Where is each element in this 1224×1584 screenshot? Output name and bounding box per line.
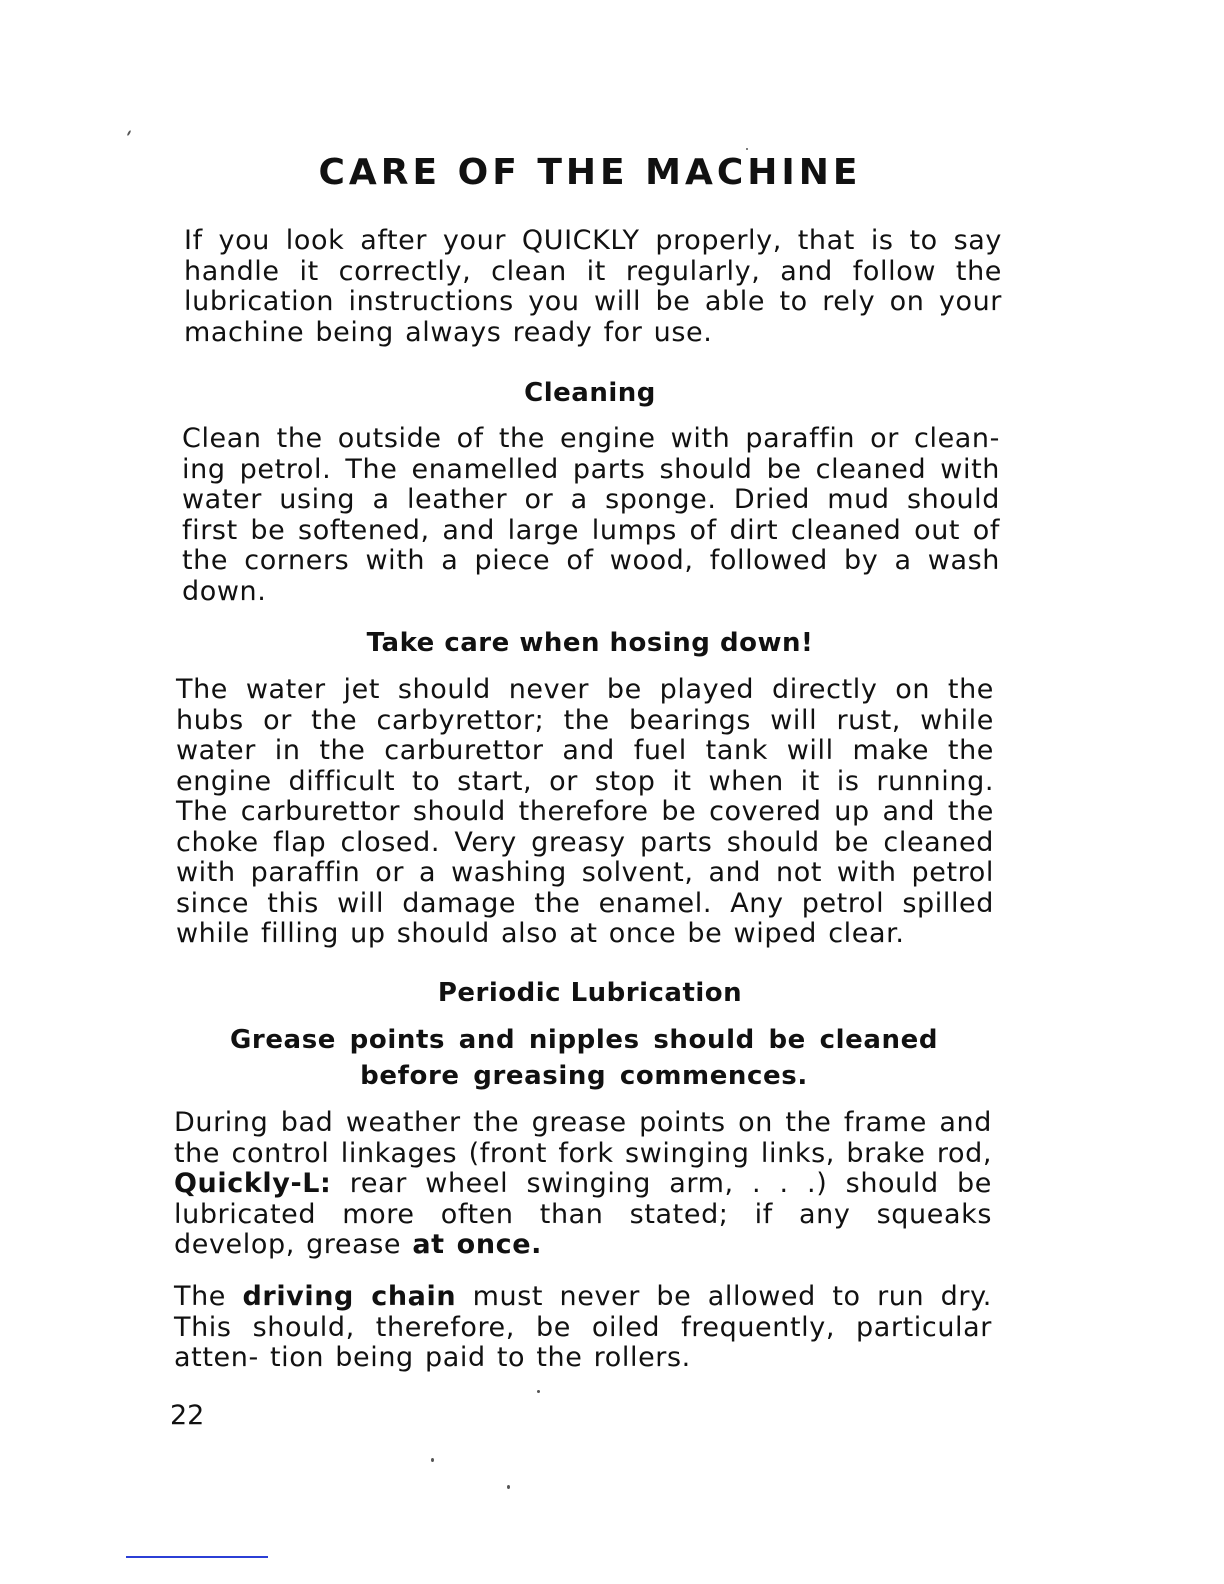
driving-chain-text-1: The <box>174 1281 227 1312</box>
bad-weather-text-2: rear wheel swinging arm, . . .) should be lubricated more often than stated; if any squeaks develop, grease <box>174 1168 992 1260</box>
scan-speck <box>537 1390 540 1393</box>
lubrication-heading: Periodic Lubrication <box>437 978 743 1008</box>
page-number: 22 <box>170 1400 205 1431</box>
bad-weather-paragraph <box>174 1108 992 1261</box>
driving-chain-text-2: must never be allowed to run dry. This should, therefore, be oiled frequently, particular atten- tion being paid to the rollers. <box>174 1281 992 1373</box>
quickly-l-label: Quickly-L: <box>174 1168 332 1199</box>
cleaning-heading: Cleaning <box>524 378 656 408</box>
bottom-rule <box>126 1556 268 1558</box>
hosing-paragraph: The water jet should never be played directly on the hubs or the carbyrettor; the bearings will rust, while water in the carburettor and fuel tank will make the engine difficult to start, or stop it when it is running. The carburettor should therefore be covered up and the choke flap closed. Very greasy parts should be cleaned with paraffin or a washing solvent, and not with petrol since this will damage the enamel. Any petrol spilled while filling up should also at once be wiped clear. <box>176 674 994 949</box>
hosing-heading: Take care when hosing down! <box>366 628 814 658</box>
page-title: CARE OF THE MACHINE <box>318 152 862 193</box>
scan-speck <box>127 130 132 136</box>
scan-speck <box>746 148 748 150</box>
scan-speck <box>507 1485 510 1489</box>
scan-speck <box>431 1458 434 1462</box>
driving-chain-emphasis: driving chain <box>242 1281 457 1312</box>
driving-chain-paragraph <box>174 1282 992 1374</box>
cleaning-paragraph: Clean the outside of the engine with paraffin or clean- ing petrol. The enamelled parts should be cleaned with water using a leather or a sponge. Dried mud should first be softened, and large lumps of dirt cleaned out of the corners with a piece of wood, followed by a wash down. <box>182 423 1000 607</box>
at-once-emphasis: at once. <box>412 1229 543 1260</box>
lubrication-subheading: Grease points and nipples should be cleaned before greasing commences. <box>229 1025 939 1091</box>
bad-weather-text-1: During bad weather the grease points on the frame and the control linkages (front fork swinging links, brake rod, <box>174 1107 992 1169</box>
intro-paragraph: If you look after your QUICKLY properly, that is to say handle it correctly, clean it regularly, and follow the lubrication instructions you will be able to rely on your machine being always ready for use. <box>184 225 1002 348</box>
